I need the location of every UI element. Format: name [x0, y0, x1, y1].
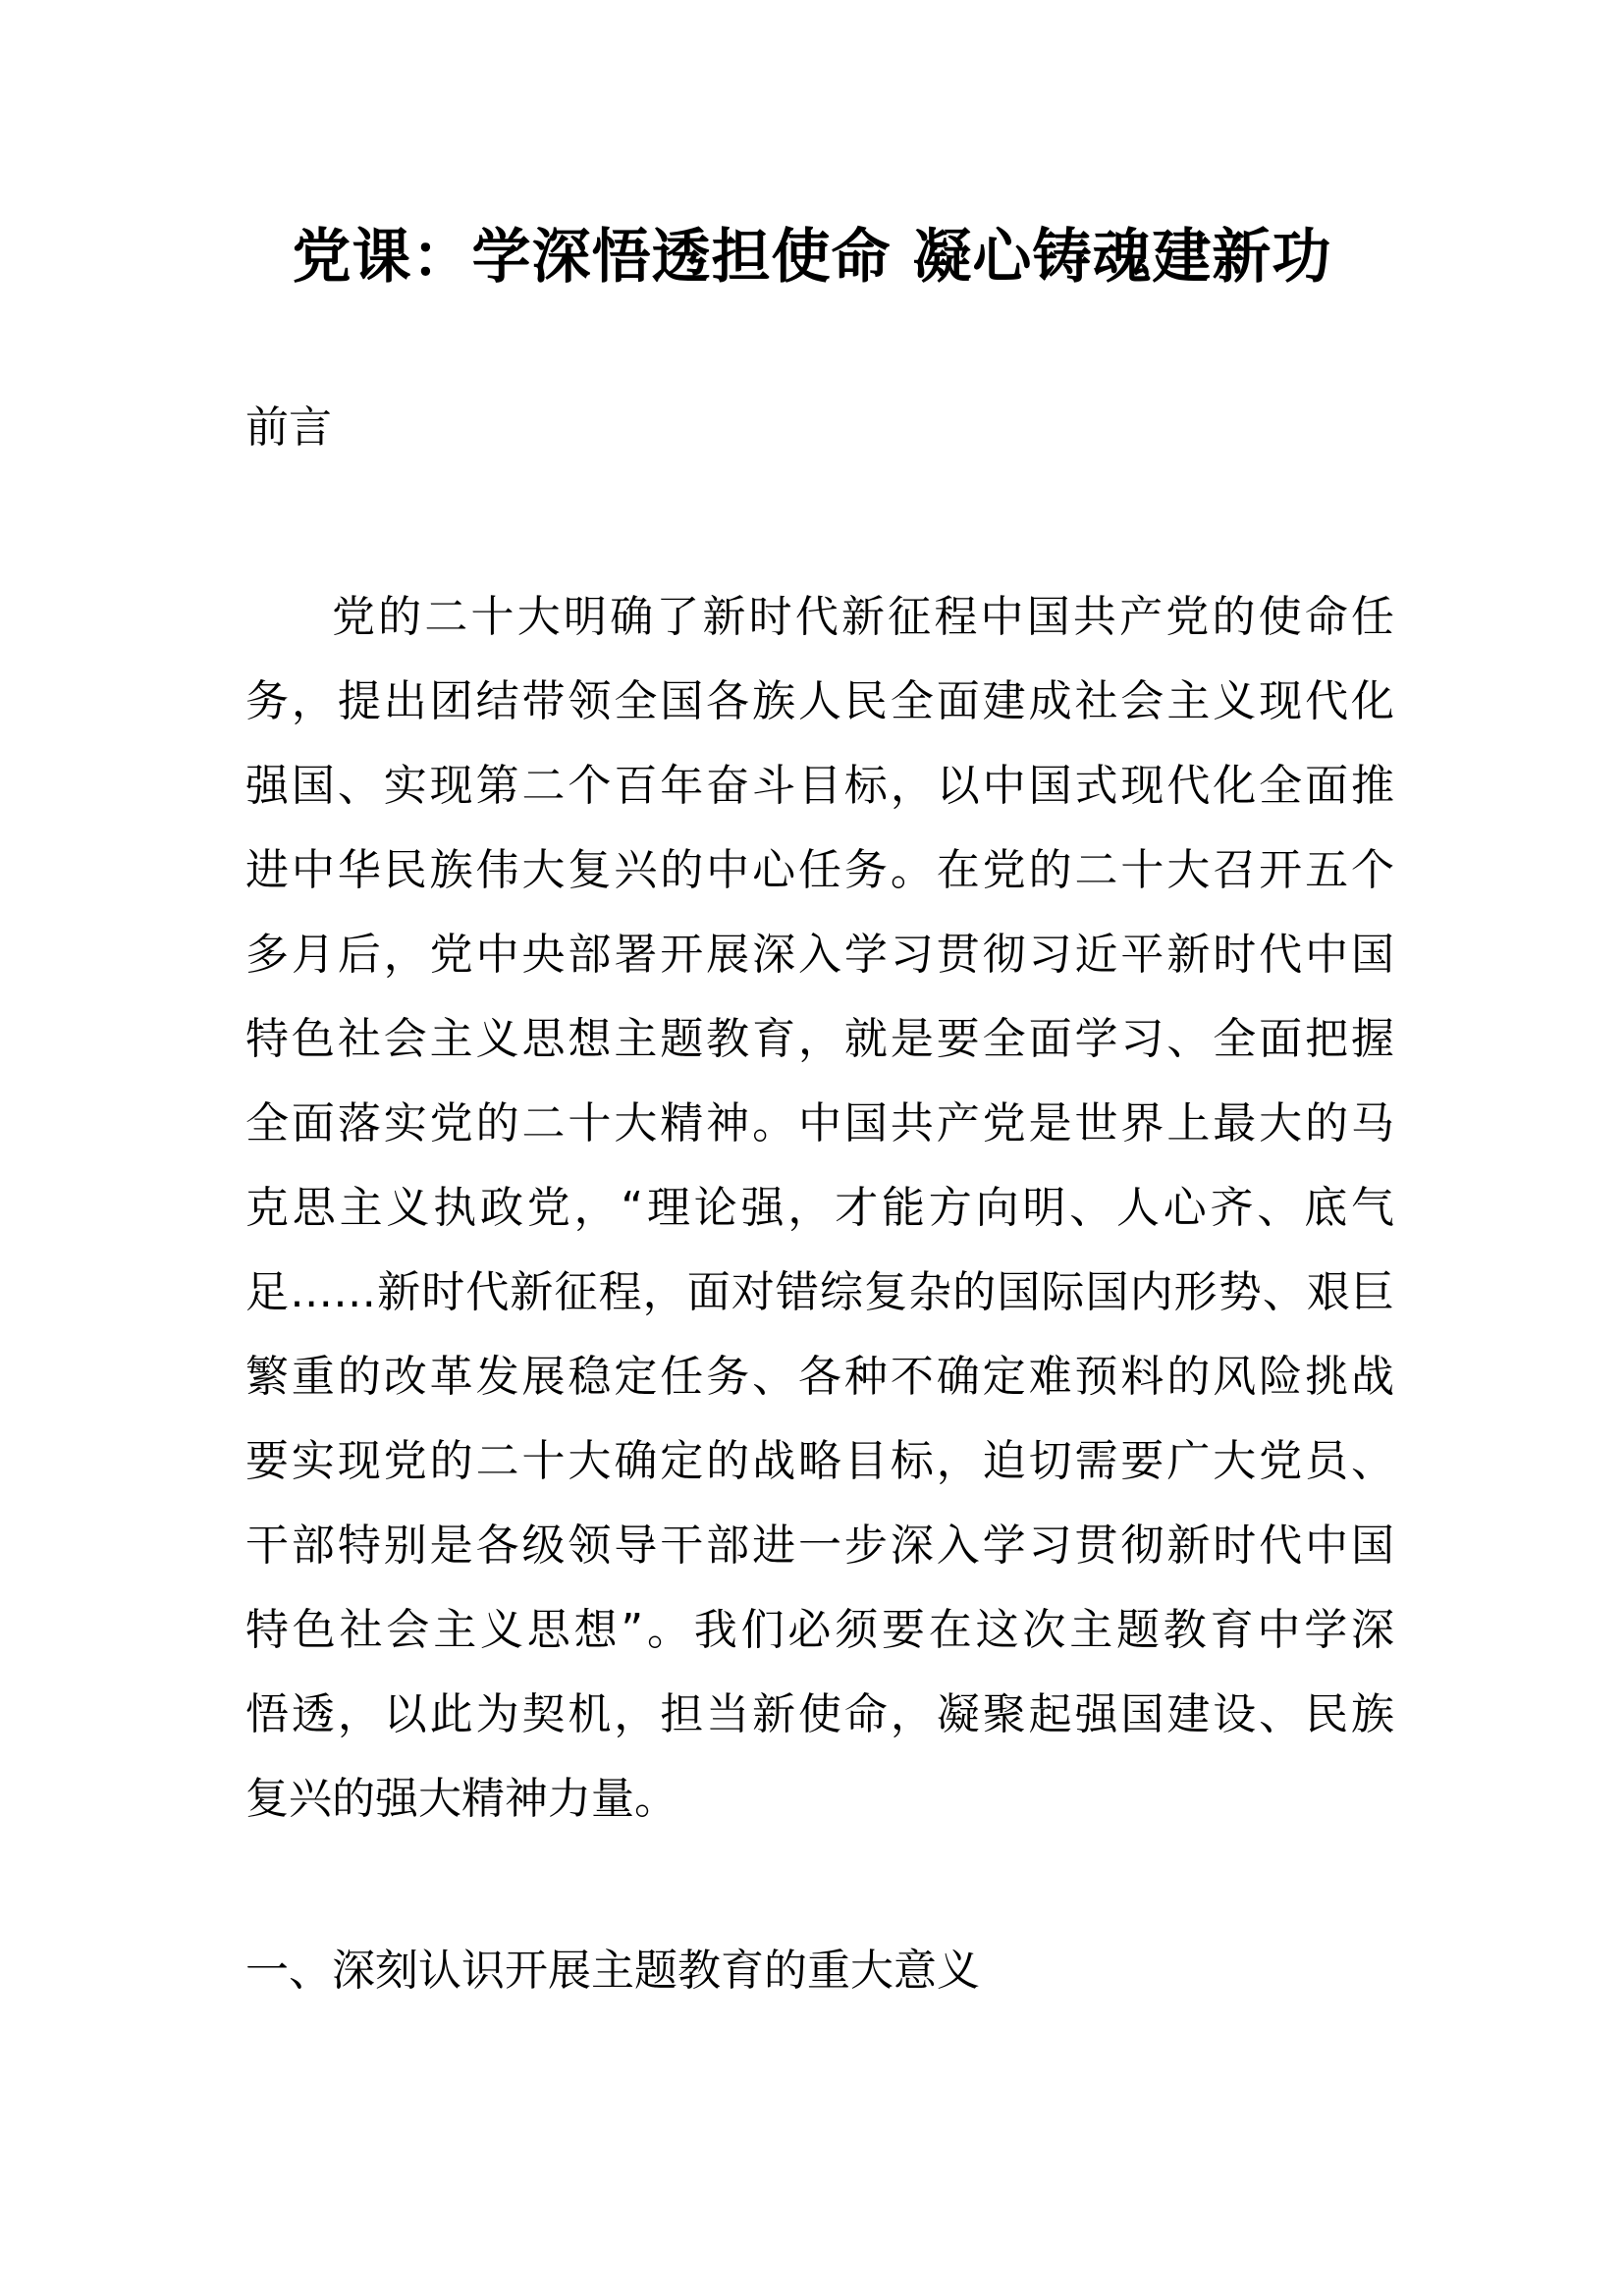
- paragraph-line: 多月后，党中央部署开展深入学习贯彻习近平新时代中国: [245, 930, 1394, 980]
- paragraph-line: 强国、实现第二个百年奋斗目标，以中国式现代化全面推: [245, 761, 1394, 811]
- paragraph-line: 特色社会主义思想主题教育，就是要全面学习、全面把握: [245, 1014, 1394, 1064]
- paragraph-line: 干部特别是各级领导干部进一步深入学习贯彻新时代中国: [245, 1521, 1394, 1571]
- paragraph-line: 足……新时代新征程，面对错综复杂的国际国内形势、艰巨: [245, 1267, 1394, 1317]
- paragraph-line: 全面落实党的二十大精神。中国共产党是世界上最大的马: [245, 1098, 1394, 1148]
- section-heading: 一、深刻认识开展主题教育的重大意义: [245, 1946, 980, 1996]
- paragraph-line: 特色社会主义思想”。我们必须要在这次主题教育中学深: [245, 1605, 1394, 1655]
- paragraph-line: 悟透，以此为契机，担当新使命，凝聚起强国建设、民族: [245, 1689, 1394, 1739]
- paragraph-line: 要实现党的二十大确定的战略目标，迫切需要广大党员、: [245, 1436, 1394, 1486]
- paragraph-line: 务，提出团结带领全国各族人民全面建成社会主义现代化: [245, 676, 1394, 726]
- paragraph-line: 复兴的强大精神力量。: [245, 1774, 677, 1824]
- preface-label: 前言: [245, 402, 332, 453]
- paragraph-line: 党的二十大明确了新时代新征程中国共产党的使命任: [332, 592, 1394, 642]
- preface-paragraph: [245, 575, 1394, 1842]
- paragraph-line: 进中华民族伟大复兴的中心任务。在党的二十大召开五个: [245, 845, 1394, 895]
- document-title: 党课：学深悟透担使命 凝心铸魂建新功: [292, 223, 1332, 292]
- paragraph-line: 克思主义执政党，“理论强，才能方向明、人心齐、底气: [245, 1183, 1394, 1233]
- paragraph-line: 繁重的改革发展稳定任务、各种不确定难预料的风险挑战: [245, 1352, 1394, 1402]
